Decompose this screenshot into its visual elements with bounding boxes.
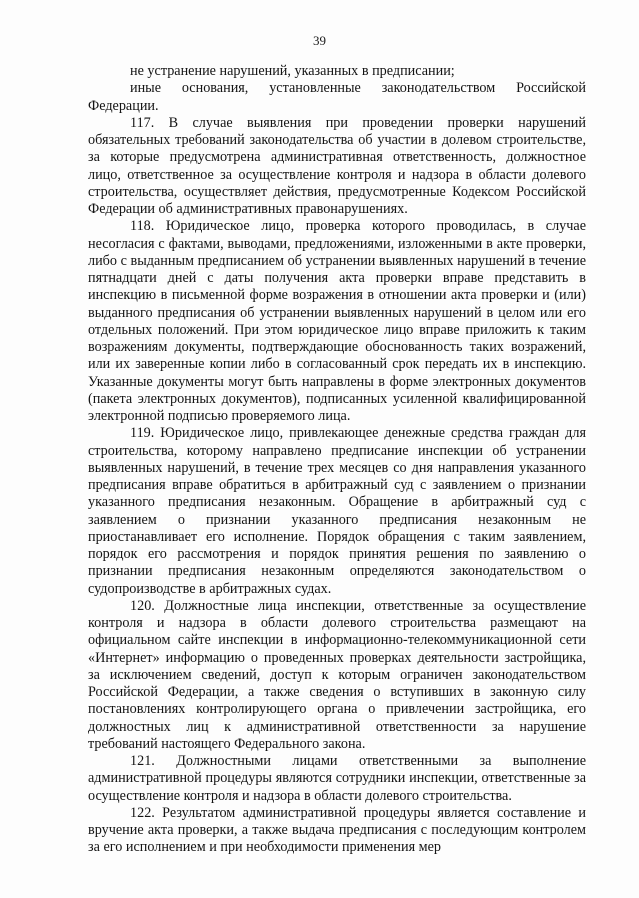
paragraph-other-grounds: иные основания, установленные законодательством Российской Федерации. <box>88 80 586 114</box>
paragraph-120: 120. Должностные лица инспекции, ответственные за осуществление контроля и надзора в области долевого строительства размещают на официальном сайте инспекции в информационно-телекоммуникационной сети «Интернет» информацию о проведенных проверках деятельности застройщика, за исключением сведений, доступ к которым ограничен законодательством Российской Федерации, а также сведения о вступивших в законную силу постановлениях контролирующего органа о привлечении застройщика, его должностных лиц к административной ответственности за нарушение требований настоящего Федерального закона. <box>88 597 586 752</box>
paragraph-121: 121. Должностными лицами ответственными за выполнение административной процедуры являются сотрудники инспекции, ответственные за осуществление контроля и надзора в области долевого строительства. <box>88 753 586 804</box>
paragraph-118: 118. Юридическое лицо, проверка которого проводилась, в случае несогласия с фактами, выводами, предложениями, изложенными в акте проверки, либо с выданным предписанием об устранении выявленных нарушений в течение пятнадцати дней с даты получения акта проверки вправе представить в инспекцию в письменной форме возражения в отношении акта проверки и (или) выданного предписания об устранении выявленных нарушений в целом или его отдельных положений. При этом юридическое лицо вправе приложить к таким возражениям документы, подтверждающие обоснованность таких возражений, или их заверенные копии либо в согласованный срок передать их в инспекцию. Указанные документы могут быть направлены в форме электронных документов (пакета электронных документов), подписанных усиленной квалифицированной электронной подписью проверяемого лица. <box>88 218 586 424</box>
paragraph-122: 122. Результатом административной процедуры является составление и вручение акта проверки, а также выдача предписания с последующим контролем за его исполнением и при необходимости применения мер <box>88 804 586 856</box>
page-number: 39 <box>313 33 326 48</box>
paragraph-119: 119. Юридическое лицо, привлекающее денежные средства граждан для строительства, которому направлено предписание инспекции об устранении выявленных нарушений, в течение трех месяцев со дня направления указанного предписания вправе обратиться в арбитражный суд с заявлением о признании указанного предписания незаконным. Обращение в арбитражный суд с заявлением о признании указанного предписания незаконным не приостанавливает его исполнение. Порядок обращения с таким заявлением, порядок его рассмотрения и порядок принятия решения по заявлению о признании предписания незаконным определяются законодательством о судопроизводстве в арбитражных судах. <box>88 425 586 597</box>
paragraph-violation-not-remedied: не устранение нарушений, указанных в предписании; <box>130 63 455 79</box>
paragraph-117: 117. В случае выявления при проведении проверки нарушений обязательных требований законодательства об участии в долевом строительстве, за которые предусмотрена административная ответственность, должностное лицо, ответственное за осуществление контроля и надзора в области долевого строительства, осуществляет действия, предусмотренные Кодексом Российской Федерации об административных правонарушениях. <box>88 114 586 217</box>
document-body <box>88 63 586 857</box>
